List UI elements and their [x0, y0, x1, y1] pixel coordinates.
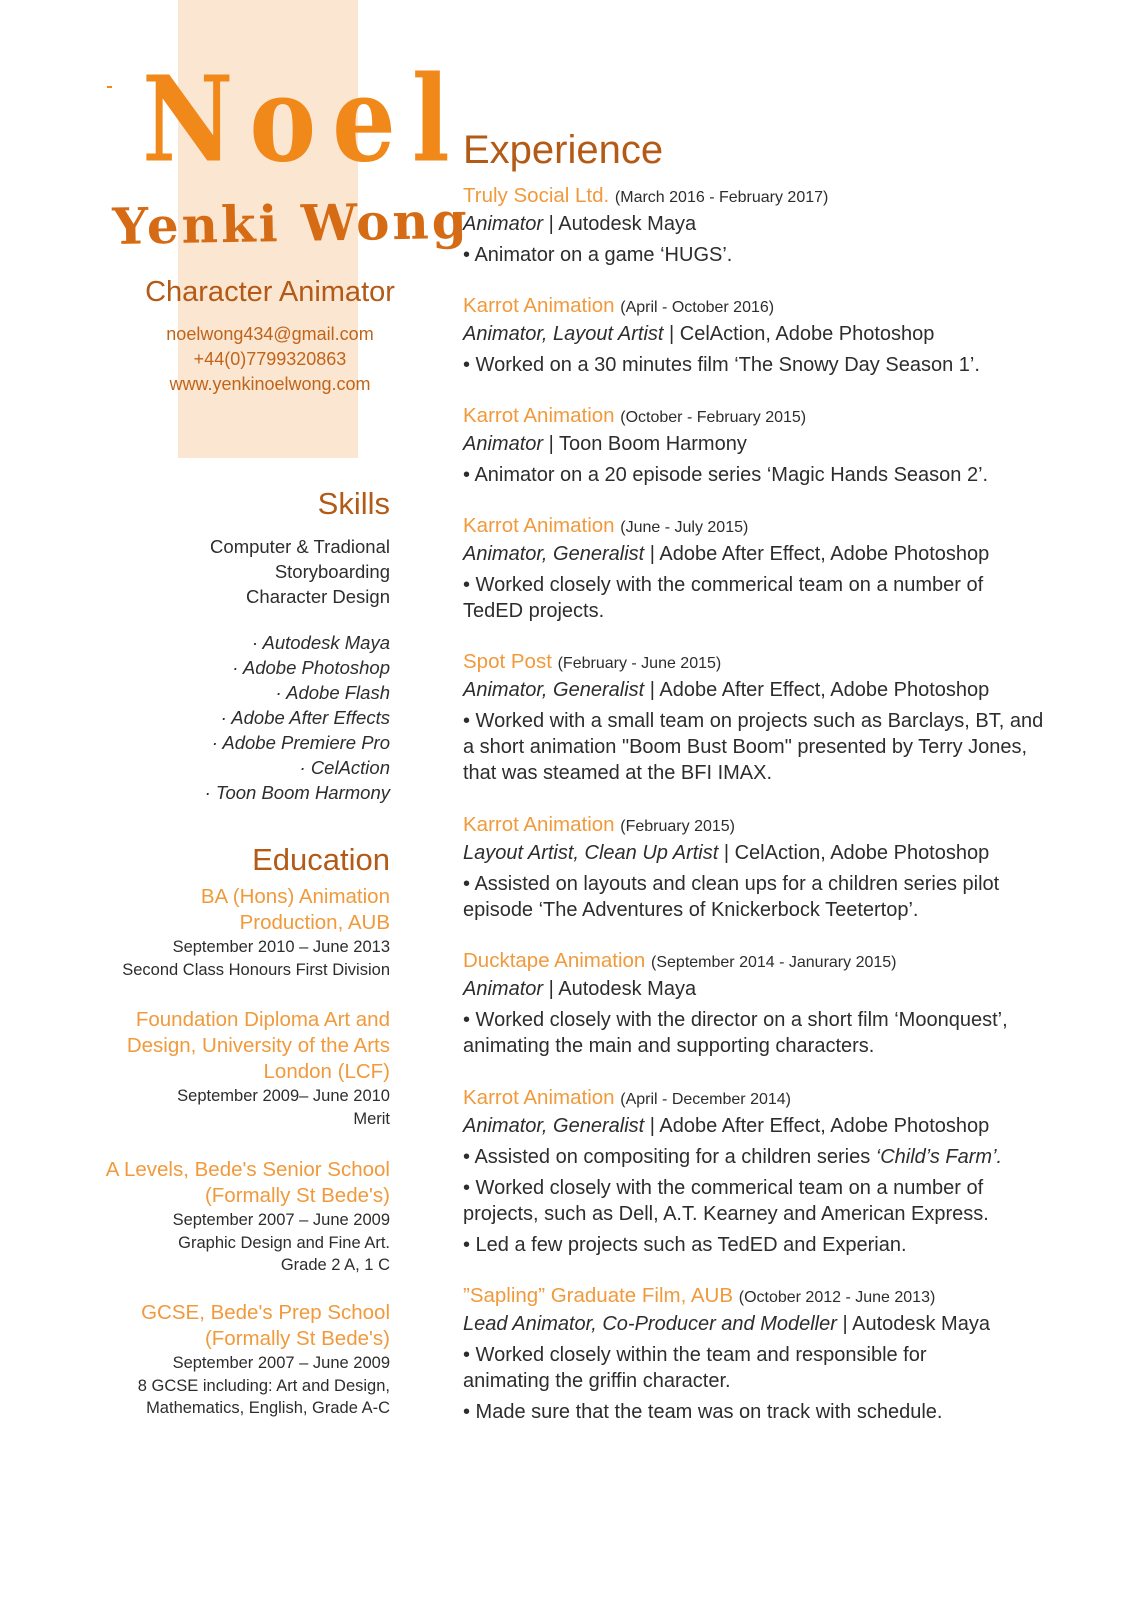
job-role: [463, 976, 1103, 1002]
role-tools: | Autodesk Maya: [836, 1313, 990, 1335]
job-header: [463, 1085, 1103, 1113]
job-header: [463, 403, 1103, 431]
job-dates: (October - February 2015): [620, 409, 807, 426]
job-role: [463, 431, 1103, 457]
degree-details: [70, 936, 390, 981]
degree-detail: September 2007 – June 2009: [172, 1211, 390, 1229]
education-entry: [70, 1007, 390, 1130]
role-title: Lead Animator, Co-Producer and Modeller: [463, 1313, 837, 1335]
software-item: · Adobe After Effects: [220, 707, 390, 728]
job-bullet: [463, 352, 1103, 378]
degree-title-line: A Levels, Bede's Senior School: [105, 1158, 390, 1181]
degree-title-line: Design, University of the Arts: [126, 1034, 390, 1057]
company-name: Truly Social Ltd.: [463, 184, 610, 207]
decorative-mark: [107, 86, 112, 88]
company-name: ”Sapling” Graduate Film, AUB: [463, 1284, 734, 1307]
degree-detail: Mathematics, English, Grade A-C: [146, 1399, 390, 1417]
bullet-line: • Made sure that the team was on track with schedule.: [463, 1401, 943, 1423]
skill-item: Computer & Tradional: [210, 536, 390, 557]
role-tools: | Autodesk Maya: [543, 978, 697, 1000]
bullet-line: • Worked closely with the director on a short film ‘Moonquest’,: [463, 1009, 1008, 1031]
job-header: [463, 649, 1103, 677]
job-bullet: [463, 1232, 1103, 1258]
degree-details: [70, 1085, 390, 1130]
role-title: Animator: [463, 433, 544, 455]
education-entry: [70, 1300, 390, 1420]
education-entry: [70, 1157, 390, 1277]
bullet-line: that was steamed at the BFI IMAX.: [463, 762, 773, 784]
degree-details: [70, 1209, 390, 1277]
bullet-text: • Assisted on compositing for a children series: [463, 1146, 876, 1168]
bullet-line: animating the griffin character.: [463, 1370, 731, 1392]
job-entry: [463, 1283, 1103, 1425]
job-dates: (March 2016 - February 2017): [614, 189, 829, 206]
company-name: Karrot Animation: [463, 404, 615, 427]
job-entry: [463, 183, 1103, 268]
bullet-emphasis: ‘Child’s Farm’.: [875, 1146, 1003, 1168]
job-bullet: [463, 1007, 1103, 1059]
job-header: [463, 183, 1103, 211]
bullet-line: • Worked on a 30 minutes film ‘The Snowy Day Season 1’.: [463, 354, 980, 376]
software-item: · Adobe Flash: [275, 682, 390, 703]
degree-detail: Grade 2 A, 1 C: [280, 1256, 390, 1274]
job-role: [463, 840, 1103, 866]
job-header: [463, 1283, 1103, 1311]
job-role: [463, 1311, 1103, 1337]
job-role: [463, 541, 1103, 567]
company-name: Karrot Animation: [463, 514, 615, 537]
job-bullet: [463, 1175, 1103, 1227]
degree-title-line: GCSE, Bede's Prep School: [141, 1301, 390, 1324]
job-role: [463, 677, 1103, 703]
job-entry: [463, 1085, 1103, 1258]
skills-heading: Skills: [317, 486, 390, 521]
role-title: Animator: [463, 978, 544, 1000]
bullet-line: • Worked with a small team on projects such as Barclays, BT, and: [463, 710, 1044, 732]
degree-title: [70, 1300, 390, 1352]
bullet-line: episode ‘The Adventures of Knickerbock Teetertop’.: [463, 899, 919, 921]
role-tools: | CelAction, Adobe Photoshop: [663, 323, 935, 345]
software-list: [70, 630, 390, 805]
role-title: Animator, Generalist: [463, 543, 645, 565]
bullet-line: projects, such as Dell, A.T. Kearney and American Express.: [463, 1203, 989, 1225]
role-tools: | Adobe After Effect, Adobe Photoshop: [644, 679, 990, 701]
contact-info: [100, 322, 440, 397]
job-header: [463, 948, 1103, 976]
job-bullet: [463, 1399, 1103, 1425]
degree-title-line: BA (Hons) Animation: [200, 885, 390, 908]
job-dates: (June - July 2015): [620, 519, 749, 536]
job-role: [463, 211, 1103, 237]
degree-title-line: Production, AUB: [239, 911, 390, 934]
degree-title-line: London (LCF): [263, 1060, 390, 1083]
experience-heading: Experience: [463, 128, 664, 172]
job-dates: (April - October 2016): [620, 299, 775, 316]
job-dates: (April - December 2014): [620, 1091, 791, 1108]
job-dates: (October 2012 - June 2013): [738, 1289, 936, 1306]
bullet-line: • Animator on a 20 episode series ‘Magic Hands Season 2’.: [463, 464, 989, 486]
degree-title: [70, 884, 390, 936]
job-entry: [463, 948, 1103, 1059]
degree-title-line: (Formally St Bede's): [204, 1327, 390, 1350]
company-name: Karrot Animation: [463, 294, 615, 317]
role-tools: | CelAction, Adobe Photoshop: [718, 842, 990, 864]
company-name: Spot Post: [463, 650, 552, 673]
job-title: Character Animator: [145, 276, 395, 308]
last-name: Yenki Wong: [111, 190, 471, 256]
job-header: [463, 513, 1103, 541]
degree-detail: September 2009– June 2010: [177, 1087, 390, 1105]
website[interactable]: www.yenkinoelwong.com: [169, 374, 371, 394]
role-tools: | Adobe After Effect, Adobe Photoshop: [644, 543, 990, 565]
job-bullet: [463, 708, 1103, 786]
email[interactable]: noelwong434@gmail.com: [166, 324, 374, 344]
bullet-line: • Worked closely within the team and responsible for: [463, 1344, 927, 1366]
degree-detail: Merit: [353, 1109, 390, 1128]
skills-list: [70, 534, 390, 609]
job-bullet: [463, 572, 1103, 624]
job-entry: [463, 812, 1103, 923]
degree-title: [70, 1157, 390, 1209]
job-entry: [463, 649, 1103, 786]
bullet-line: • Animator on a game ‘HUGS’.: [463, 244, 733, 266]
skill-item: Storyboarding: [274, 561, 390, 582]
job-dates: (September 2014 - Janurary 2015): [651, 954, 897, 971]
job-bullet: [463, 1342, 1103, 1394]
bullet-line: • Worked closely with the commerical team on a number of: [463, 574, 984, 596]
role-tools: | Toon Boom Harmony: [543, 433, 747, 455]
bullet-line: • Worked closely with the commerical team on a number of: [463, 1177, 984, 1199]
role-title: Animator, Generalist: [463, 1115, 645, 1137]
software-item: · Toon Boom Harmony: [204, 782, 390, 803]
role-title: Animator, Layout Artist: [463, 323, 664, 345]
bullet-line: TedED projects.: [463, 600, 605, 622]
degree-detail: September 2010 – June 2013: [172, 938, 390, 956]
degree-title-line: Foundation Diploma Art and: [135, 1008, 390, 1031]
software-item: · CelAction: [299, 757, 390, 778]
skill-item: Character Design: [246, 586, 390, 607]
bullet-line: • Led a few projects such as TedED and Experian.: [463, 1234, 907, 1256]
role-title: Animator: [463, 213, 544, 235]
degree-details: [70, 1352, 390, 1420]
degree-detail: Second Class Honours First Division: [122, 960, 390, 979]
degree-title-line: (Formally St Bede's): [204, 1184, 390, 1207]
job-role: [463, 1113, 1103, 1139]
bullet-line: • Assisted on layouts and clean ups for a children series pilot: [463, 873, 1000, 895]
job-entry: [463, 293, 1103, 378]
degree-detail: September 2007 – June 2009: [172, 1354, 390, 1372]
software-item: · Autodesk Maya: [251, 632, 390, 653]
job-dates: (February - June 2015): [557, 655, 722, 672]
job-header: [463, 293, 1103, 321]
role-tools: | Adobe After Effect, Adobe Photoshop: [644, 1115, 990, 1137]
job-dates: (February 2015): [620, 818, 735, 835]
job-header: [463, 812, 1103, 840]
job-bullet: [463, 462, 1103, 488]
phone[interactable]: +44(0)7799320863: [193, 349, 347, 369]
company-name: Karrot Animation: [463, 813, 615, 836]
first-name: Noel: [142, 49, 466, 189]
job-entry: [463, 513, 1103, 624]
job-role: [463, 321, 1103, 347]
education-entry: [70, 884, 390, 981]
job-bullet: [463, 1144, 1103, 1170]
bullet-line: [463, 1144, 1103, 1170]
software-item: · Adobe Photoshop: [232, 657, 390, 678]
education-heading: Education: [252, 842, 390, 877]
company-name: Ducktape Animation: [463, 949, 646, 972]
bullet-line: a short animation "Boom Bust Boom" presented by Terry Jones,: [463, 736, 1028, 758]
degree-detail: 8 GCSE including: Art and Design,: [137, 1376, 390, 1395]
degree-title: [70, 1007, 390, 1085]
role-tools: | Autodesk Maya: [543, 213, 697, 235]
degree-detail: Graphic Design and Fine Art.: [178, 1233, 390, 1252]
job-bullet: [463, 871, 1103, 923]
role-title: Animator, Generalist: [463, 679, 645, 701]
job-entry: [463, 403, 1103, 488]
role-title: Layout Artist, Clean Up Artist: [463, 842, 719, 864]
company-name: Karrot Animation: [463, 1086, 615, 1109]
bullet-line: animating the main and supporting characters.: [463, 1035, 875, 1057]
job-bullet: [463, 242, 1103, 268]
software-item: · Adobe Premiere Pro: [211, 732, 390, 753]
